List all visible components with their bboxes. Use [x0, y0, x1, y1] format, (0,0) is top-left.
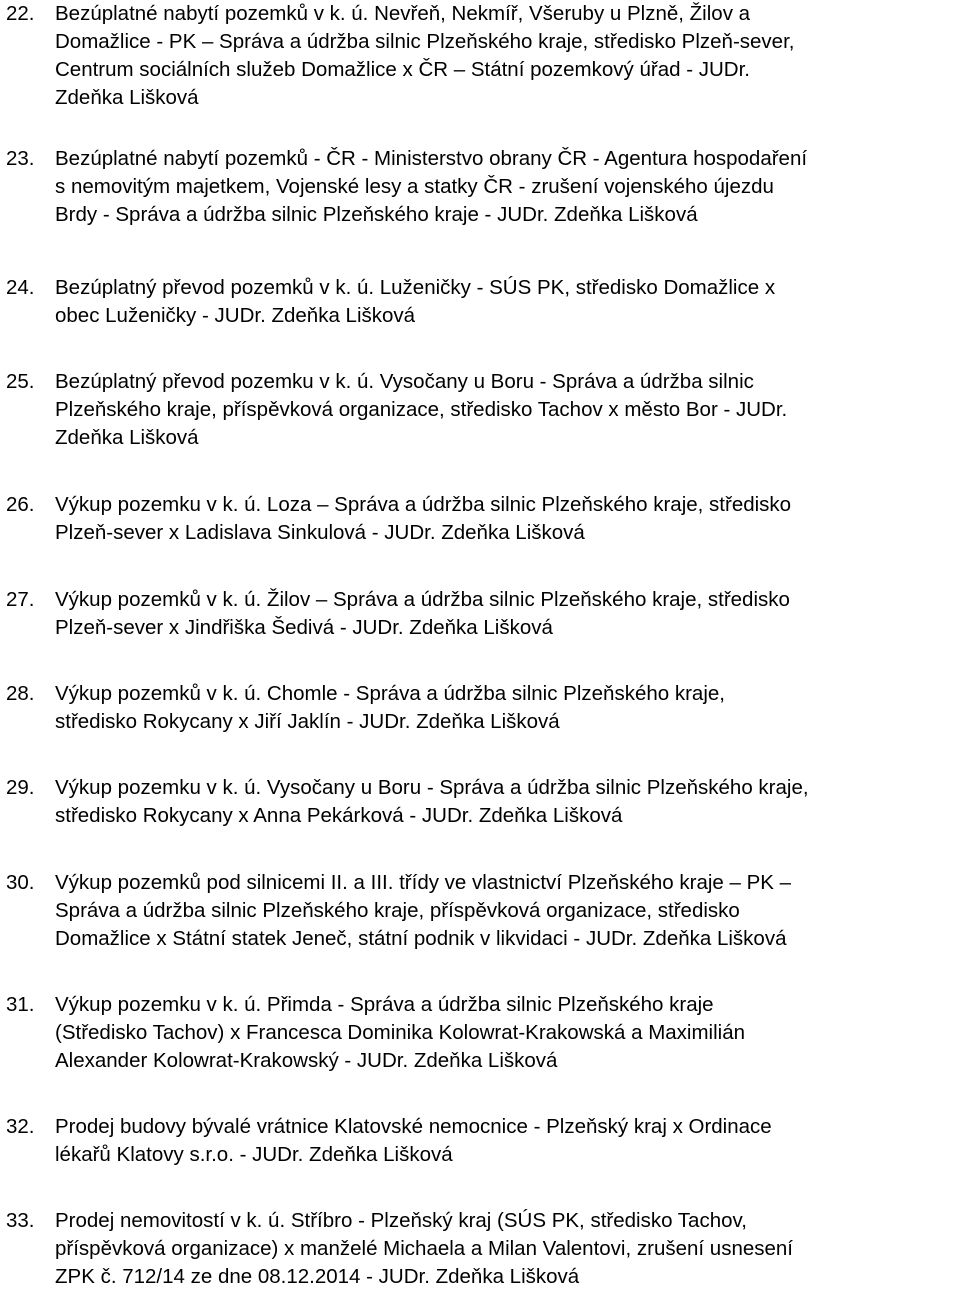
list-item [6, 586, 956, 642]
item-text-line: Zdeňka Lišková [55, 86, 199, 109]
list-item [6, 274, 956, 330]
item-text-line: Správa a údržba silnic Plzeňského kraje, příspěvková organizace, středisko [55, 899, 740, 922]
item-number: 25. [6, 370, 35, 393]
item-text-line: středisko Rokycany x Anna Pekárková - JUDr. Zdeňka Lišková [55, 804, 623, 827]
item-text-line: Domažlice x Státní statek Jeneč, státní podnik v likvidaci - JUDr. Zdeňka Lišková [55, 927, 787, 950]
item-number: 28. [6, 682, 35, 705]
item-text-line: Bezúplatné nabytí pozemků - ČR - Ministerstvo obrany ČR - Agentura hospodaření [55, 147, 808, 170]
item-text-line: lékařů Klatovy s.r.o. - JUDr. Zdeňka Lišková [55, 1143, 453, 1166]
list-item [6, 1207, 956, 1291]
item-text-line: obec Luženičky - JUDr. Zdeňka Lišková [55, 304, 416, 327]
item-text-line: Výkup pozemku v k. ú. Přimda - Správa a údržba silnic Plzeňského kraje [55, 993, 714, 1016]
item-text-line: s nemovitým majetkem, Vojenské lesy a statky ČR - zrušení vojenského újezdu [55, 175, 774, 198]
item-text-line: Výkup pozemku v k. ú. Vysočany u Boru - Správa a údržba silnic Plzeňského kraje, [55, 776, 809, 799]
item-text-line: Centrum sociálních služeb Domažlice x ČR – Státní pozemkový úřad - JUDr. [55, 58, 750, 81]
item-text-line: Domažlice - PK – Správa a údržba silnic Plzeňského kraje, středisko Plzeň-sever, [55, 30, 795, 53]
item-number: 32. [6, 1115, 35, 1138]
item-text-line: Prodej budovy bývalé vrátnice Klatovské nemocnice - Plzeňský kraj x Ordinace [55, 1115, 772, 1138]
item-text-line: Plzeňského kraje, příspěvková organizace, středisko Tachov x město Bor - JUDr. [55, 398, 788, 421]
item-text-line: Plzeň-sever x Ladislava Sinkulová - JUDr. Zdeňka Lišková [55, 521, 585, 544]
item-text-line: Alexander Kolowrat-Krakowský - JUDr. Zdeňka Lišková [55, 1049, 558, 1072]
item-text-line: Výkup pozemků pod silnicemi II. a III. třídy ve vlastnictví Plzeňského kraje – PK – [55, 871, 792, 894]
list-item [6, 774, 956, 830]
list-item [6, 991, 956, 1075]
item-number: 26. [6, 493, 35, 516]
item-number: 23. [6, 147, 35, 170]
item-number: 29. [6, 776, 35, 799]
list-item [6, 491, 956, 547]
item-number: 24. [6, 276, 35, 299]
item-number: 33. [6, 1209, 35, 1232]
item-text-line: Bezúplatný převod pozemků v k. ú. Luženičky - SÚS PK, středisko Domažlice x [55, 276, 776, 299]
item-text-line: Zdeňka Lišková [55, 426, 199, 449]
list-item [6, 869, 956, 953]
item-text-line: příspěvková organizace) x manželé Michaela a Milan Valentovi, zrušení usnesení [55, 1237, 793, 1260]
item-number: 27. [6, 588, 35, 611]
item-text-line: Výkup pozemků v k. ú. Žilov – Správa a údržba silnic Plzeňského kraje, středisko [55, 588, 790, 611]
list-item [6, 145, 956, 229]
list-item [6, 680, 956, 736]
item-text-line: Bezúplatné nabytí pozemků v k. ú. Nevřeň, Nekmíř, Všeruby u Plzně, Žilov a [55, 2, 751, 25]
item-text-line: Výkup pozemku v k. ú. Loza – Správa a údržba silnic Plzeňského kraje, středisko [55, 493, 792, 516]
item-text-line: Bezúplatný převod pozemku v k. ú. Vysočany u Boru - Správa a údržba silnic [55, 370, 754, 393]
item-number: 31. [6, 993, 35, 1016]
item-number: 22. [6, 2, 35, 25]
list-item [6, 368, 956, 452]
item-text-line: středisko Rokycany x Jiří Jaklín - JUDr. Zdeňka Lišková [55, 710, 560, 733]
list-item [6, 1113, 956, 1169]
item-text-line: Výkup pozemků v k. ú. Chomle - Správa a údržba silnic Plzeňského kraje, [55, 682, 725, 705]
item-number: 30. [6, 871, 35, 894]
item-text-line: ZPK č. 712/14 ze dne 08.12.2014 - JUDr. Zdeňka Lišková [55, 1265, 580, 1288]
item-text-line: Brdy - Správa a údržba silnic Plzeňského kraje - JUDr. Zdeňka Lišková [55, 203, 698, 226]
list-item [6, 0, 956, 112]
item-text-line: (Středisko Tachov) x Francesca Dominika Kolowrat-Krakowská a Maximilián [55, 1021, 746, 1044]
item-text-line: Plzeň-sever x Jindřiška Šedivá - JUDr. Zdeňka Lišková [55, 616, 553, 639]
item-text-line: Prodej nemovitostí v k. ú. Stříbro - Plzeňský kraj (SÚS PK, středisko Tachov, [55, 1209, 747, 1232]
